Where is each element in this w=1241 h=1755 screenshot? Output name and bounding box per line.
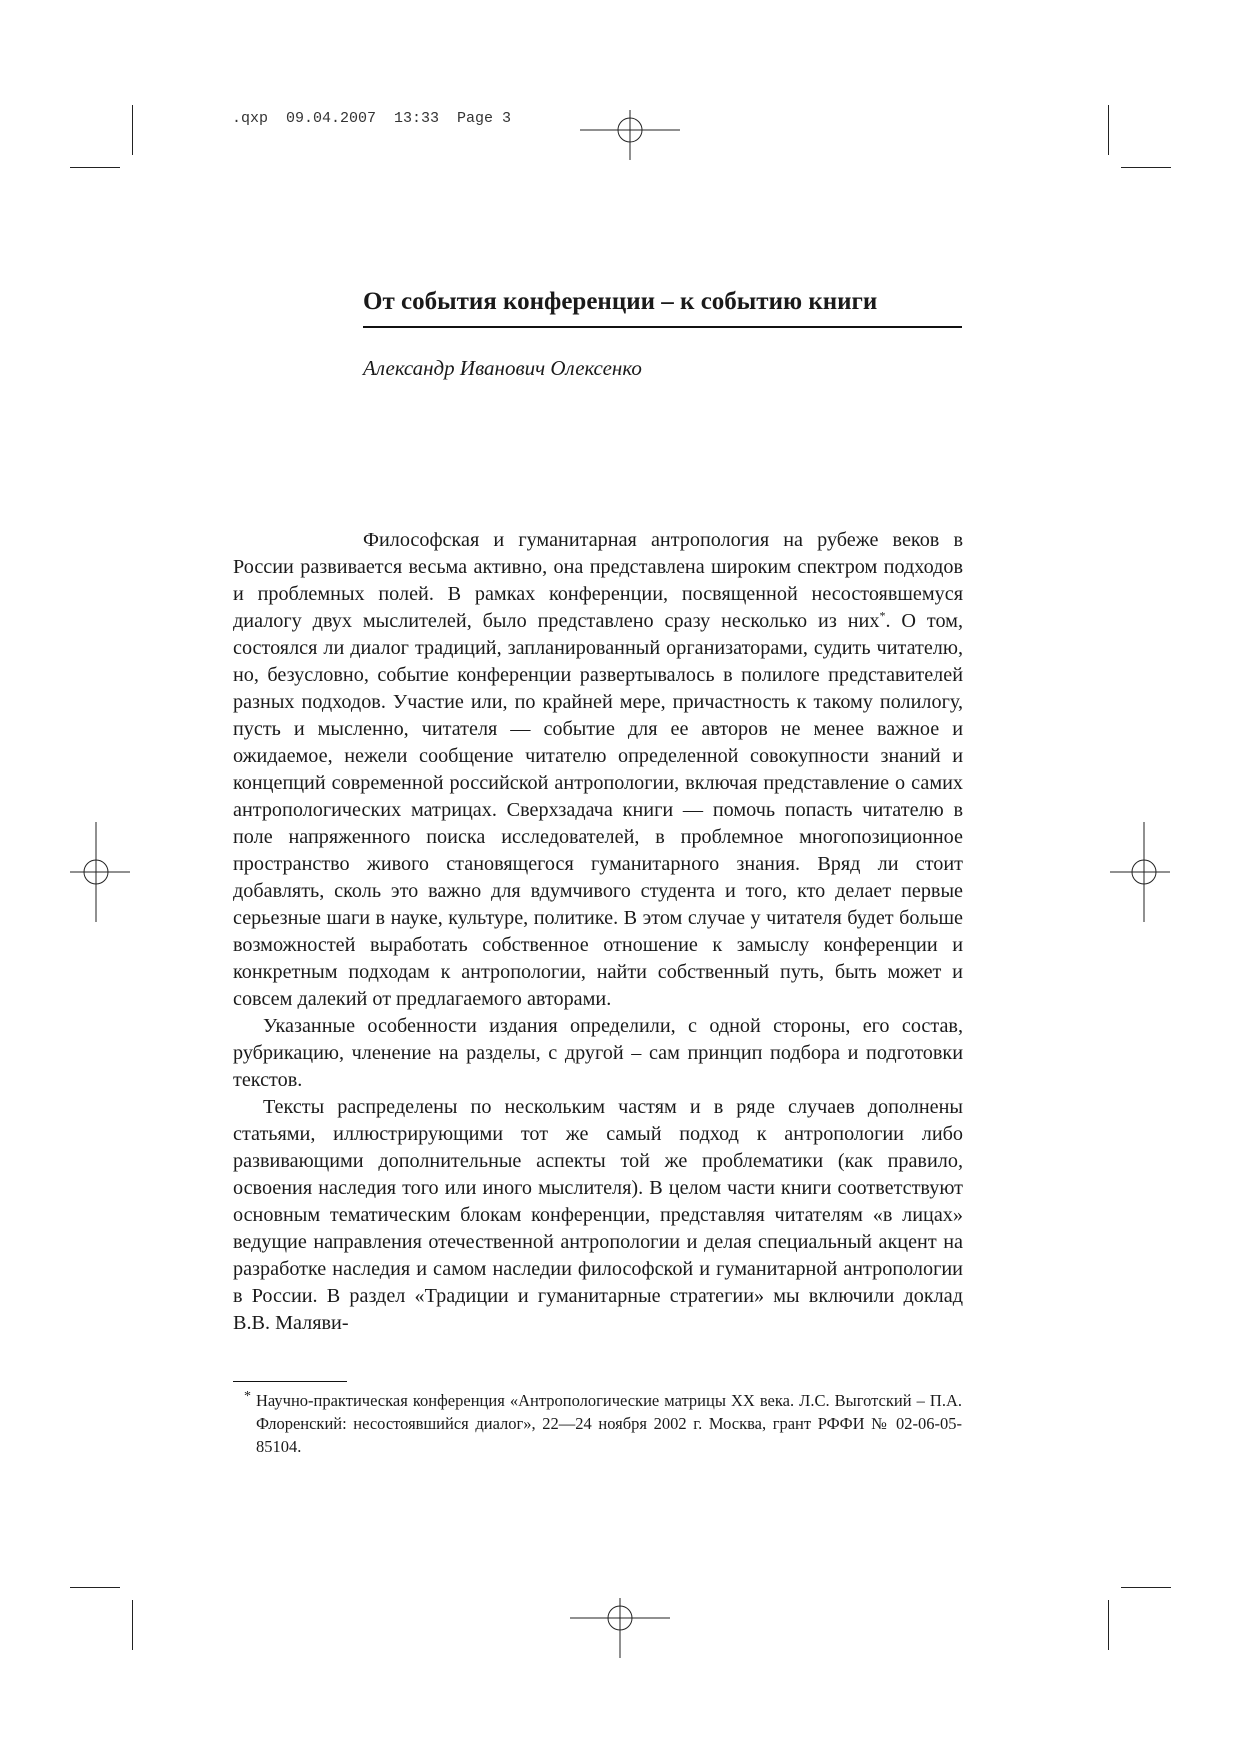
registration-mark-right-icon bbox=[1110, 822, 1170, 922]
article-body bbox=[233, 527, 963, 1337]
footnote-rule bbox=[233, 1381, 347, 1382]
paragraph: Указанные особенности издания определили, с одной стороны, его состав, рубрикацию, членение на разделы, с другой – сам принцип подбора и подготовки текстов. bbox=[233, 1015, 963, 1091]
footnote-text: Научно-практическая конференция «Антропологические матрицы XX века. Л.С. Выготский – П.А. Флоренский: несостоявшийся диалог», 22—24 ноября 2002 г. Москва, грант РФФИ № 02-06-05-85104. bbox=[256, 1391, 962, 1456]
registration-mark-left-icon bbox=[70, 822, 130, 922]
paragraph-text: Философская и гуманитарная антропология на рубеже веков в России развивается весьма активно, она представлена широким спектром подходов и проблемных полей. В рамках конференции, посвященной несостоявшемуся диалогу двух мыслителей, было представлено сразу несколько из них bbox=[233, 529, 963, 632]
paragraph: Тексты распределены по нескольким частям и в ряде случаев дополнены статьями, иллюстрирующими тот же самый подход к антропологии либо развивающими дополнительные аспекты той же проблематики (как правило, освоения наследия того или иного мыслителя). В целом части книги соответствуют основным тематическим блокам конференции, представляя читателям «в лицах» ведущие направления отечественной антропологии и делая специальный акцент на разработке наследия и самом наследии философской и гуманитарной антропологии в России. В раздел «Традиции и гуманитарные стратегии» мы включили доклад В.В. Маляви- bbox=[233, 1096, 963, 1334]
crop-mark-top-left-v bbox=[132, 105, 133, 155]
crop-mark-top-right-v bbox=[1108, 105, 1109, 155]
crop-mark-top-left-h bbox=[70, 167, 120, 168]
registration-mark-top-icon bbox=[580, 110, 680, 160]
crop-mark-bottom-left-v bbox=[132, 1600, 133, 1650]
crop-mark-bottom-right-h bbox=[1121, 1587, 1171, 1588]
article-author: Александр Иванович Олексенко bbox=[363, 356, 642, 380]
print-slug: .qxp 09.04.2007 13:33 Page 3 bbox=[232, 110, 512, 127]
title-rule bbox=[363, 326, 962, 328]
paragraph bbox=[233, 527, 963, 1013]
registration-mark-bottom-icon bbox=[570, 1598, 670, 1658]
crop-mark-top-right-h bbox=[1121, 167, 1171, 168]
footnote bbox=[244, 1389, 962, 1458]
crop-mark-bottom-right-v bbox=[1108, 1600, 1109, 1650]
footnote-marker: * bbox=[244, 1389, 251, 1404]
paragraph-text: . О том, состоялся ли диалог традиций, запланированный организаторами, судить читателю, но, безусловно, событие конференции развертывалось в полилоге представителей разных подходов. Участие или, по крайней мере, причастность к такому полилогу, пусть и мысленно, читателя — событие для ее авторов не менее важное и ожидаемое, нежели сообщение читателю определенной совокупности знаний и концепций современной российской антропологии, включая представление о самих антропологических матрицах. Сверхзадача книги — помочь попасть читателю в поле напряженного поиска исследователей, в проблемное многопозиционное пространство живого становящегося гуманитарного знания. Вряд ли стоит добавлять, сколь это важно для вдумчивого студента и того, кто делает первые серьезные шаги в науке, культуре, политике. В этом случае у читателя будет больше возможностей выработать собственное отношение к замыслу конференции и конкретным подходам к антропологии, найти собственный путь, быть может и совсем далекий от предлагаемого авторами. bbox=[233, 610, 964, 1010]
footnote-reference: * bbox=[879, 608, 886, 623]
article-title: От события конференции – к событию книги bbox=[363, 288, 878, 315]
crop-mark-bottom-left-h bbox=[70, 1587, 120, 1588]
